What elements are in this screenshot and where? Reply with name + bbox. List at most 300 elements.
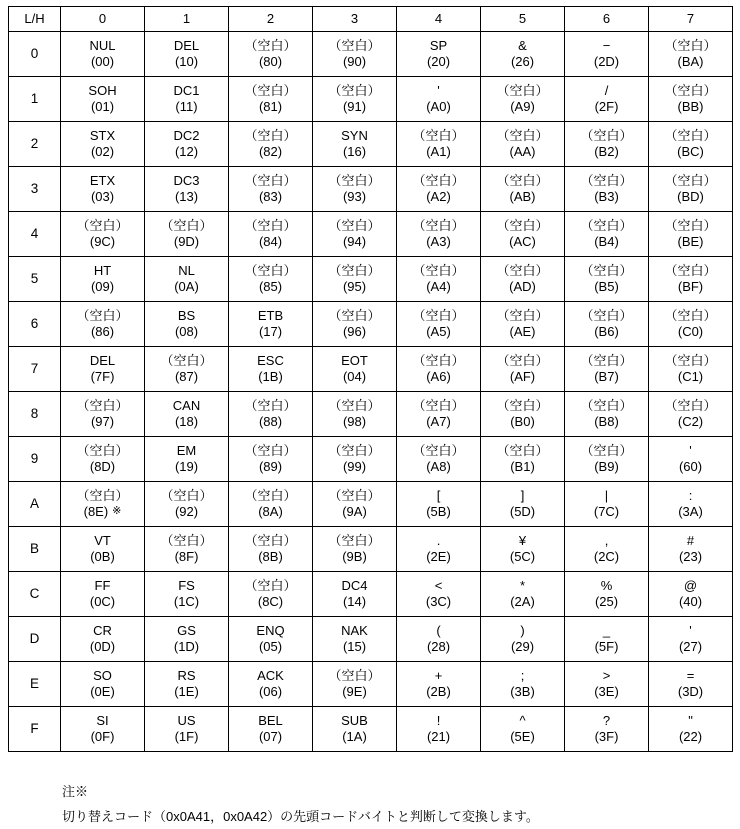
char-cell [145, 707, 229, 752]
char-cell-inner [397, 212, 480, 256]
char-cell [481, 32, 565, 77]
char-code: (92) [174, 504, 199, 519]
char-code-row [343, 324, 366, 340]
char-cell-inner [565, 437, 648, 481]
char-glyph: （空白） [244, 37, 297, 53]
char-cell-inner [481, 347, 564, 391]
char-code-row [677, 189, 704, 205]
char-cell [61, 167, 145, 212]
char-cell-inner [565, 707, 648, 751]
char-glyph: ETB [257, 307, 284, 323]
char-code-row [259, 639, 282, 655]
char-code-row [510, 549, 535, 565]
char-code-row [91, 99, 114, 115]
char-glyph: ' [689, 622, 692, 638]
char-code: (14) [342, 594, 367, 609]
char-glyph: （空白） [76, 397, 129, 413]
char-cell-inner [649, 257, 732, 301]
char-cell-inner [229, 662, 312, 706]
char-code-row [510, 504, 535, 520]
char-cell-inner [565, 392, 648, 436]
char-cell-inner [145, 482, 228, 526]
char-glyph: & [518, 37, 527, 53]
char-code-row [678, 54, 704, 70]
char-cell-inner [565, 302, 648, 346]
char-cell [145, 347, 229, 392]
char-cell-inner [145, 302, 228, 346]
char-code-row [594, 504, 619, 520]
char-cell [481, 122, 565, 167]
char-cell [229, 77, 313, 122]
char-code: (AD) [509, 279, 536, 294]
char-cell-inner [229, 437, 312, 481]
char-code: (A0) [426, 99, 451, 114]
char-cell [61, 302, 145, 347]
char-code: (AE) [509, 324, 536, 339]
char-glyph: （空白） [328, 37, 381, 53]
char-code-row [426, 684, 451, 700]
char-code: (3E) [594, 684, 619, 699]
char-cell [565, 437, 649, 482]
char-glyph: GS [177, 622, 196, 638]
char-code: (A5) [426, 324, 451, 339]
char-code: (9D) [173, 234, 200, 249]
char-code-row [258, 594, 283, 610]
char-cell [649, 707, 733, 752]
char-code-row [679, 594, 702, 610]
row-label: 3 [9, 167, 61, 212]
char-glyph: （空白） [76, 487, 129, 503]
char-code-row [90, 639, 115, 655]
char-cell-inner [145, 77, 228, 121]
char-code: (87) [174, 369, 199, 384]
char-cell-inner [313, 392, 396, 436]
char-cell [397, 32, 481, 77]
char-glyph: ] [520, 487, 525, 503]
char-glyph: SP [429, 37, 448, 53]
char-code: (94) [342, 234, 367, 249]
char-glyph: DC2 [173, 127, 200, 143]
char-cell [145, 77, 229, 122]
char-code-row [259, 99, 282, 115]
char-cell [229, 527, 313, 572]
char-cell-inner [565, 572, 648, 616]
char-glyph: EM [176, 442, 197, 458]
char-glyph: （空白） [328, 532, 381, 548]
char-cell-inner [313, 167, 396, 211]
row-label: 7 [9, 347, 61, 392]
char-code-row [175, 99, 197, 115]
char-cell-inner [481, 572, 564, 616]
char-glyph: （空白） [580, 172, 633, 188]
char-cell-inner [313, 257, 396, 301]
char-glyph: （空白） [412, 307, 465, 323]
char-cell [649, 527, 733, 572]
char-code-row [595, 594, 618, 610]
char-glyph: ' [689, 442, 692, 458]
char-code-row [594, 144, 619, 160]
char-glyph: （空白） [328, 397, 381, 413]
char-glyph: （空白） [328, 667, 381, 683]
char-glyph: （空白） [664, 307, 717, 323]
char-glyph: < [434, 577, 443, 593]
char-cell [313, 32, 397, 77]
char-cell-inner [649, 77, 732, 121]
char-cell [313, 167, 397, 212]
char-code-row [259, 279, 282, 295]
char-code-row [258, 549, 283, 565]
char-cell [481, 167, 565, 212]
char-code: (88) [258, 414, 283, 429]
char-cell-inner [313, 707, 396, 751]
char-code: (0F) [90, 729, 115, 744]
char-cell-inner [229, 347, 312, 391]
char-cell-inner [649, 707, 732, 751]
char-code-row [342, 549, 367, 565]
char-cell-inner [61, 662, 144, 706]
char-cell [397, 482, 481, 527]
char-glyph: STX [89, 127, 116, 143]
char-code-row [426, 504, 451, 520]
char-code: (B8) [594, 414, 619, 429]
char-code: (AA) [509, 144, 536, 159]
char-cell-inner [229, 302, 312, 346]
char-cell-inner [61, 257, 144, 301]
char-code: (5E) [510, 729, 535, 744]
char-glyph: （空白） [580, 217, 633, 233]
char-code-row [343, 369, 366, 385]
char-code: (90) [342, 54, 367, 69]
char-cell-inner [649, 347, 732, 391]
row-label: 4 [9, 212, 61, 257]
char-code: (93) [342, 189, 367, 204]
char-code: (8D) [89, 459, 116, 474]
char-cell-inner [481, 257, 564, 301]
char-glyph: （空白） [412, 217, 465, 233]
char-code: (85) [258, 279, 283, 294]
char-code-row [510, 729, 535, 745]
char-cell-inner [229, 392, 312, 436]
table-header [9, 7, 733, 32]
char-code: (05) [258, 639, 283, 654]
char-cell-inner [61, 437, 144, 481]
char-code-row [510, 324, 536, 340]
char-code: (9E) [342, 684, 367, 699]
char-code: (1F) [174, 729, 199, 744]
char-code-row [91, 369, 115, 385]
char-glyph: （空白） [160, 352, 213, 368]
char-cell [61, 482, 145, 527]
char-code: (02) [90, 144, 115, 159]
char-code: (1C) [173, 594, 200, 609]
char-code-row [90, 594, 115, 610]
char-code-row [426, 594, 451, 610]
char-glyph: （空白） [160, 532, 213, 548]
char-code-row [426, 189, 451, 205]
char-code-row [594, 684, 619, 700]
char-cell [61, 257, 145, 302]
char-code-row [595, 99, 619, 115]
char-code-row [259, 324, 282, 340]
char-code-row [174, 684, 199, 700]
char-cell-inner [649, 302, 732, 346]
char-glyph: （空白） [76, 307, 129, 323]
char-cell-inner [397, 662, 480, 706]
char-code: (2D) [593, 54, 620, 69]
char-cell [649, 662, 733, 707]
char-code: (0A) [174, 279, 199, 294]
char-cell [145, 122, 229, 167]
char-cell-inner [481, 482, 564, 526]
table-row [9, 527, 733, 572]
char-cell-inner [313, 572, 396, 616]
char-cell-inner [229, 212, 312, 256]
char-glyph: [ [436, 487, 441, 503]
char-code: (5F) [594, 639, 619, 654]
char-cell [61, 392, 145, 437]
char-code-row [175, 504, 198, 520]
char-cell-inner [481, 527, 564, 571]
char-code: (B7) [594, 369, 619, 384]
char-code: (1D) [173, 639, 200, 654]
char-glyph: BEL [258, 712, 283, 728]
char-cell-inner [61, 302, 144, 346]
char-code-row [511, 639, 534, 655]
char-cell [649, 392, 733, 437]
char-cell [229, 707, 313, 752]
char-cell-inner [649, 662, 732, 706]
char-cell [61, 572, 145, 617]
char-glyph: （空白） [496, 172, 549, 188]
char-code-row [343, 189, 366, 205]
char-cell-inner [145, 32, 228, 76]
char-code: (B2) [594, 144, 619, 159]
char-cell-inner [397, 122, 480, 166]
char-cell [229, 212, 313, 257]
char-cell-inner [61, 482, 144, 526]
char-code-row [343, 99, 366, 115]
char-cell [565, 302, 649, 347]
char-cell [313, 617, 397, 662]
char-cell [229, 32, 313, 77]
char-glyph: DEL [89, 352, 116, 368]
char-code: (20) [426, 54, 451, 69]
char-code-row [510, 684, 535, 700]
row-label: 2 [9, 122, 61, 167]
char-cell [229, 437, 313, 482]
column-header-6: 6 [565, 7, 649, 32]
char-code: (9C) [89, 234, 116, 249]
char-glyph: # [686, 532, 695, 548]
char-glyph: （空白） [664, 37, 717, 53]
char-cell-inner [649, 167, 732, 211]
char-code: (07) [258, 729, 283, 744]
char-code-row [174, 234, 199, 250]
char-cell [313, 77, 397, 122]
char-glyph: （空白） [580, 397, 633, 413]
char-code: (B6) [594, 324, 619, 339]
char-code-row [91, 729, 115, 745]
char-cell [145, 437, 229, 482]
char-code-row [510, 414, 535, 430]
char-glyph: SUB [341, 712, 368, 728]
char-glyph: （空白） [580, 262, 633, 278]
char-glyph: | [604, 487, 609, 503]
char-cell [145, 662, 229, 707]
char-cell [229, 257, 313, 302]
char-code-row [259, 234, 282, 250]
char-code-row [678, 369, 703, 385]
char-code: (96) [342, 324, 367, 339]
char-code-row [426, 369, 451, 385]
char-code-row [175, 729, 199, 745]
char-code-row [595, 639, 619, 655]
char-glyph: （空白） [244, 262, 297, 278]
char-glyph: （空白） [412, 172, 465, 188]
char-code-row [343, 414, 366, 430]
char-cell-inner [145, 617, 228, 661]
char-glyph: % [600, 577, 613, 593]
char-cell [649, 482, 733, 527]
char-code-row [594, 414, 619, 430]
char-glyph: （空白） [328, 442, 381, 458]
char-code: (C0) [677, 324, 704, 339]
row-label: 5 [9, 257, 61, 302]
char-cell-inner [565, 77, 648, 121]
char-cell [61, 527, 145, 572]
char-code: (AC) [509, 234, 536, 249]
char-code-row [426, 99, 451, 115]
character-code-table [8, 6, 733, 752]
char-glyph: DC4 [341, 577, 368, 593]
char-cell-inner [61, 572, 144, 616]
char-cell [565, 212, 649, 257]
char-glyph: NUL [89, 37, 116, 53]
char-code: (3B) [510, 684, 535, 699]
char-cell-inner [313, 32, 396, 76]
char-code: (3F) [594, 729, 619, 744]
char-code-row [426, 234, 451, 250]
char-code-row [510, 144, 536, 160]
char-cell [61, 707, 145, 752]
char-code-row [426, 414, 451, 430]
char-glyph: CR [93, 622, 112, 638]
char-code: (17) [258, 324, 283, 339]
char-glyph: ) [520, 622, 525, 638]
table-body [9, 32, 733, 752]
char-glyph: NAK [341, 622, 368, 638]
char-cell [565, 662, 649, 707]
char-code-row [175, 189, 198, 205]
char-code: (01) [90, 99, 115, 114]
char-cell [481, 302, 565, 347]
char-cell-inner [313, 212, 396, 256]
char-code-row [509, 234, 536, 250]
char-code-row [91, 144, 114, 160]
char-code-row [259, 189, 282, 205]
char-glyph: ACK [257, 667, 284, 683]
char-cell-inner [397, 32, 480, 76]
char-code: (8C) [257, 594, 284, 609]
char-cell [397, 662, 481, 707]
char-cell-inner [313, 302, 396, 346]
char-cell [397, 392, 481, 437]
char-cell-inner [145, 707, 228, 751]
char-cell [481, 662, 565, 707]
char-code-row [91, 324, 114, 340]
char-code-row [426, 549, 451, 565]
char-glyph: FS [178, 577, 195, 593]
table-row [9, 32, 733, 77]
char-cell [313, 122, 397, 167]
char-glyph: （空白） [496, 307, 549, 323]
char-code-row [510, 369, 535, 385]
column-header-5: 5 [481, 7, 565, 32]
char-code-row [343, 144, 366, 160]
char-code: (8E) [83, 504, 109, 519]
char-code: (3D) [677, 684, 704, 699]
char-cell-inner [649, 437, 732, 481]
char-code-row [174, 279, 199, 295]
char-code: (00) [90, 54, 115, 69]
char-cell-inner [145, 662, 228, 706]
char-cell-inner [565, 32, 648, 76]
char-glyph: ? [602, 712, 611, 728]
char-cell-inner [649, 32, 732, 76]
row-label: 8 [9, 392, 61, 437]
char-cell [61, 212, 145, 257]
char-glyph: （空白） [244, 127, 297, 143]
char-code-row [343, 279, 366, 295]
char-cell [649, 212, 733, 257]
char-glyph: NL [178, 262, 195, 278]
char-cell-inner [229, 572, 312, 616]
char-glyph: RS [177, 667, 196, 683]
char-code-row [679, 729, 702, 745]
table-row [9, 572, 733, 617]
char-cell-inner [313, 122, 396, 166]
char-glyph: ( [436, 622, 441, 638]
char-cell-inner [565, 617, 648, 661]
table-row [9, 212, 733, 257]
char-cell [565, 32, 649, 77]
char-glyph: EOT [341, 352, 368, 368]
char-glyph: （空白） [580, 127, 633, 143]
char-cell-inner [397, 302, 480, 346]
char-code: (18) [174, 414, 199, 429]
row-label: C [9, 572, 61, 617]
column-header-3: 3 [313, 7, 397, 32]
char-cell-inner [481, 167, 564, 211]
char-cell-inner [61, 392, 144, 436]
char-glyph: _ [602, 622, 611, 638]
char-glyph: （空白） [412, 397, 465, 413]
char-cell [397, 572, 481, 617]
char-cell [61, 617, 145, 662]
char-glyph: （空白） [244, 577, 297, 593]
char-glyph: SOH [88, 82, 117, 98]
char-code-row [90, 684, 115, 700]
char-code: (BC) [677, 144, 704, 159]
char-code-row [678, 324, 703, 340]
char-cell-inner [481, 77, 564, 121]
char-cell-inner [313, 527, 396, 571]
char-code: (86) [90, 324, 115, 339]
char-code-row [510, 459, 535, 475]
char-cell-inner [565, 122, 648, 166]
char-code: (26) [510, 54, 535, 69]
table-row [9, 662, 733, 707]
